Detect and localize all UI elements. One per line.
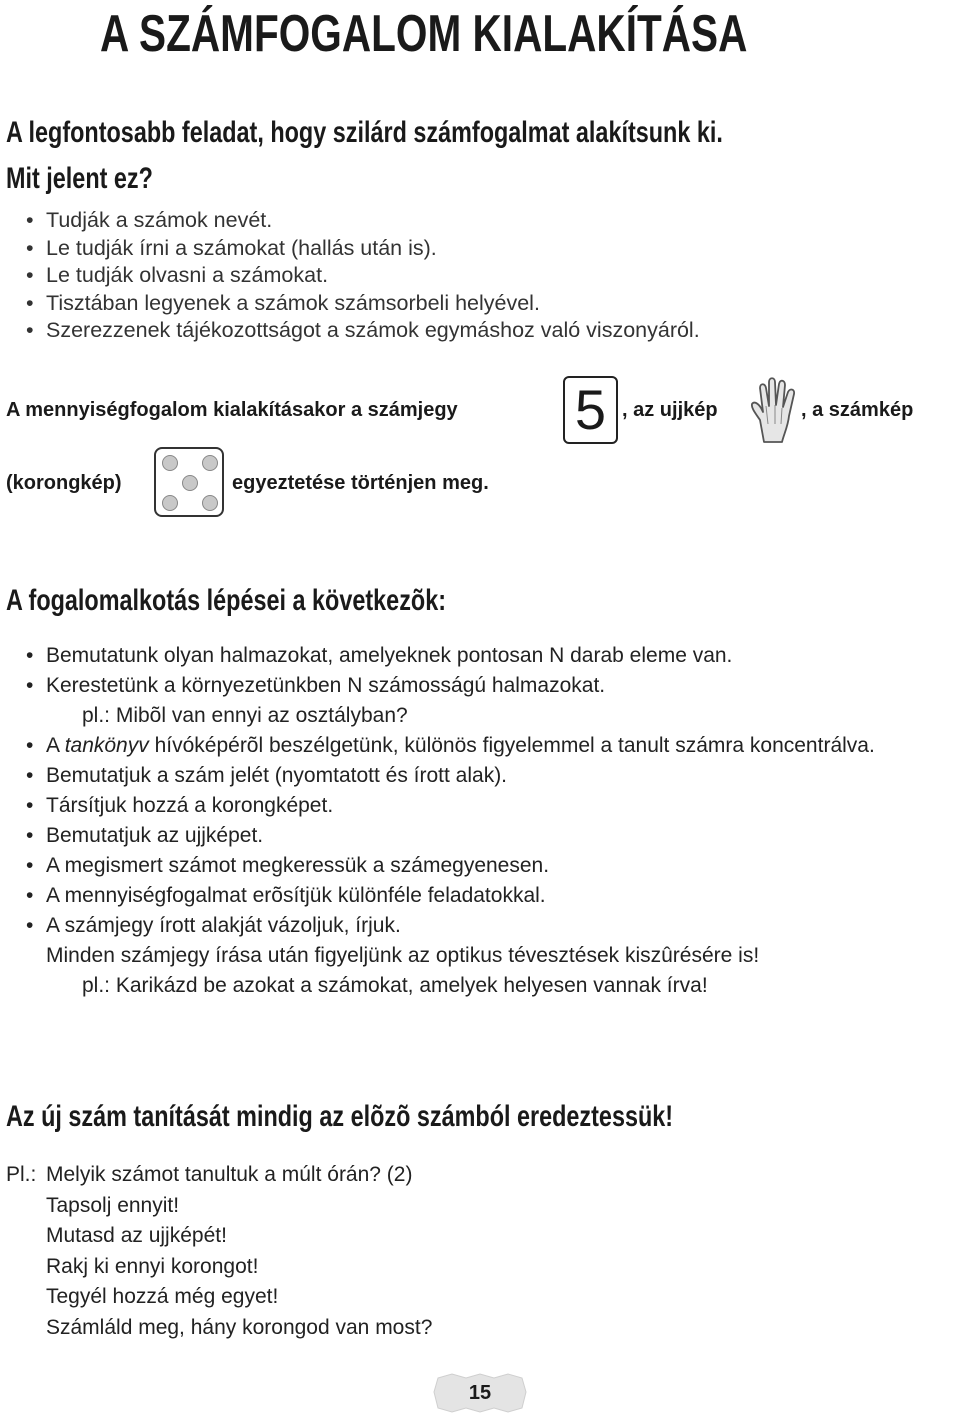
list-item: • Társítjuk hozzá a korongképet. [6,791,956,821]
list-item: • A megismert számot megkeressük a számegyenesen. [6,851,956,881]
page-title: A SZÁMFOGALOM KIALAKÍTÁSA [100,5,748,63]
example-block [6,1160,432,1343]
list-item: • A számjegy írott alakját vázoljuk, írjuk. [6,911,956,941]
list-item: • A mennyiségfogalmat erõsítjük különféle feladatokkal. [6,881,956,911]
list-item: • A tankönyv hívóképérõl beszélgetünk, különös figyelemmel a tanult számra koncentrálva. [6,731,956,761]
list-item: • Le tudják olvasni a számokat. [6,262,700,290]
intro-heading-line1: A legfontosabb feladat, hogy szilárd számfogalmat alakítsunk ki. [6,116,723,149]
emphasis-text: tankönyv [64,734,149,757]
page-number: 15 [468,1382,492,1404]
list-item: • Kerestetünk a környezetünkben N számosságú halmazokat. [6,671,956,701]
list-item: • Bemutatunk olyan halmazokat, amelyeknek pontosan N darab eleme van. [6,641,956,671]
dice-five-icon [154,447,224,517]
example-line: Melyik számot tanultuk a múlt órán? (2) [46,1163,413,1186]
list-item: • Tudják a számok nevét. [6,207,700,235]
list-item: • Le tudják írni a számokat (hallás után is). [6,235,700,263]
quantity-text-part5: egyeztetése történjen meg. [232,472,489,494]
list-item-example: pl.: Mibõl van ennyi az osztályban? [82,704,408,727]
list-item: • Bemutatjuk a szám jelét (nyomtatott és írott alak). [6,761,956,791]
list-item-continuation: Minden számjegy írása után figyeljünk az optikus tévesztések kiszûrésére is! [46,944,760,967]
example-label: Pl.: [6,1163,37,1186]
goals-list [6,207,700,345]
list-item: • Szerezzenek tájékozottságot a számok egymáshoz való viszonyáról. [6,317,700,345]
quantity-text-part1: A mennyiségfogalom kialakításakor a számjegy [6,399,458,421]
example-line: Számláld meg, hány korongod van most? [46,1315,433,1339]
digit-card: 5 [563,376,618,444]
intro-heading-line2: Mit jelent ez? [6,162,153,195]
new-number-heading: Az új szám tanítását mindig az elõzõ számból eredeztessük! [6,1100,674,1133]
example-line: Mutasd az ujjképét! [46,1224,227,1247]
example-line: Tapsolj ennyit! [46,1193,180,1217]
quantity-text-part2: , az ujjkép [622,399,718,421]
list-item: • Bemutatjuk az ujjképet. [6,821,956,851]
example-line: Rakj ki ennyi korongot! [46,1254,259,1278]
quantity-text-part4: (korongkép) [6,472,122,494]
hand-five-fingers-icon [748,376,806,446]
list-item: • Tisztában legyenek a számok számsorbeli helyével. [6,290,700,318]
steps-list [6,641,956,1001]
example-line: Tegyél hozzá még egyet! [46,1285,279,1308]
steps-heading: A fogalomalkotás lépései a következõk: [6,584,447,617]
quantity-text-part3: , a számkép [801,399,914,421]
list-item-example: pl.: Karikázd be azokat a számokat, amelyek helyesen vannak írva! [82,974,708,997]
